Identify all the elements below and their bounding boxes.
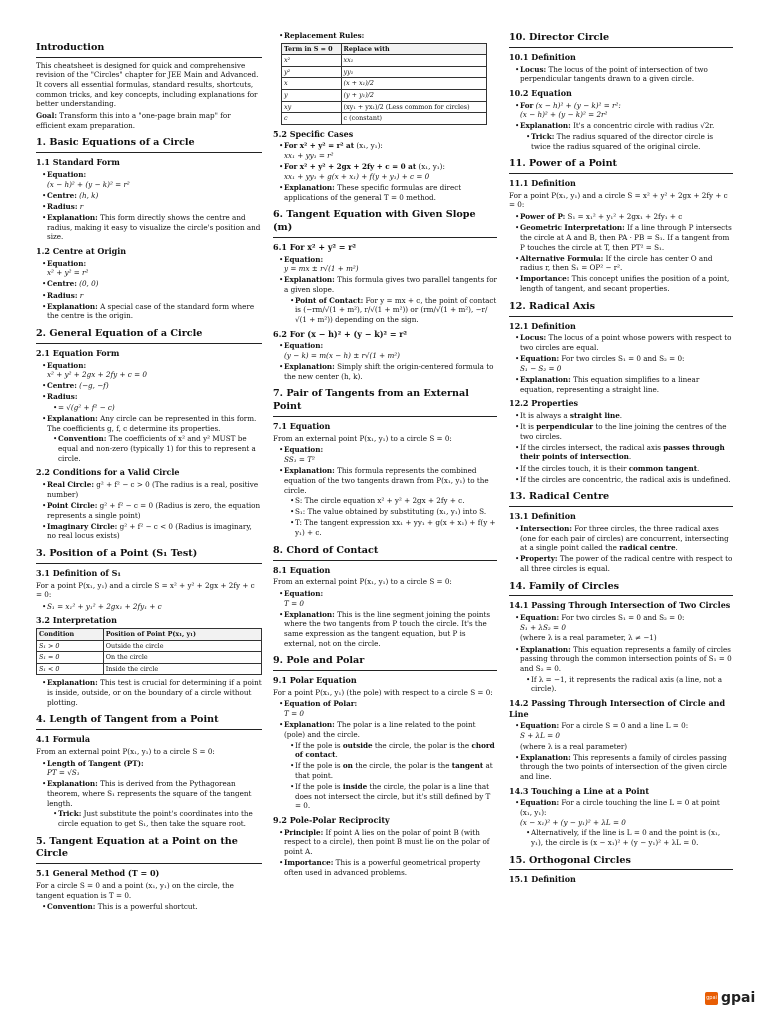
s1-1-heading: 1.1 Standard Form	[36, 157, 120, 168]
s15-1-heading: 15.1 Definition	[509, 874, 576, 885]
list-item: • T: The tangent expression xx₁ + yy₁ + g(x + x₁) + f(y + y₁) + c.	[290, 518, 497, 537]
table-row: x (x + x₁)/2	[282, 78, 487, 90]
list-item: • Importance: This concept unifies the position of a point, length of tangent, and secant properties.	[515, 274, 733, 293]
list-item: • Explanation: This is the line segment joining the points where the two tangents from P touch the circle. It's the same expression as the tangent equation, but P is external, not on the circle.	[279, 610, 497, 649]
list-item: • It is always a straight line.	[515, 411, 733, 421]
s13-title: 13. Radical Centre	[509, 491, 733, 507]
list-item: • Equation: For a circle touching the line L = 0 at point (x₁, y₁): (x − x₁)² + (y − y₁)² + λL = 0 • Alternatively, if the line is L = 0 and the point is (x₁, y₁), the circle is (x − x₁)² + (y − y₁)² + λL = 0.	[515, 798, 733, 847]
equation: • S₁ = x₁² + y₁² + 2gx₁ + 2fy₁ + c	[47, 601, 162, 611]
s4-text: From an external point P(x₁, y₁) to a circle S = 0:	[36, 746, 215, 756]
list-item: • Importance: This is a powerful geometrical property often used in advanced problems.	[279, 858, 497, 877]
s13-list	[509, 524, 733, 574]
s10-1-list	[509, 65, 733, 84]
list-item: • Point Circle: g² + f² − c = 0 (Radius is zero, the equation represents a single point)	[42, 501, 262, 520]
s6-2-list	[273, 341, 497, 381]
list-item: • Convention: The coefficients of x² and y² MUST be equal and non-zero (typically 1) for this to represent a circle.	[53, 434, 262, 463]
s12-1-heading: 12.1 Definition	[509, 320, 576, 331]
column-right	[509, 30, 733, 887]
s10-title: 10. Director Circle	[509, 32, 733, 48]
goal-text: Transform this into a "one-page brain map" for efficient exam preparation.	[36, 111, 231, 130]
list-item: • If the pole is on the circle, the polar is the tangent at that point.	[290, 761, 497, 780]
s10-2-heading: 10.2 Equation	[509, 87, 572, 98]
intro-goal	[36, 111, 262, 130]
table-row: S₁ < 0 Inside the circle	[37, 663, 262, 675]
equation: x² + y² + 2gx + 2fy + c = 0	[47, 370, 147, 380]
equation: S + λL = 0	[520, 730, 561, 740]
list-item: • Alternative Formula: If the circle has center O and radius r, then S₁ = OP² − r².	[515, 254, 733, 273]
s11-title: 11. Power of a Point	[509, 158, 733, 174]
s7-1-heading: 7.1 Equation	[273, 421, 331, 432]
list-item: • Radius: r	[42, 202, 262, 212]
list-item: • Equation: T = 0	[279, 589, 497, 608]
list-item: • Principle: If point A lies on the polar of point B (with respect to a circle), then point B must lie on the polar of point A.	[279, 828, 497, 857]
intro-text: This cheatsheet is designed for quick and comprehensive revision of the "Circles" chapter for JEE Main and Advanced. It covers all essential formulas, standard results, shortcuts, common tricks, and key concepts, including explanations for better understanding.	[36, 60, 259, 109]
table-row: xy (xy₁ + yx₁)/2 (Less common for circles)	[282, 101, 487, 113]
equation: SS₁ = T²	[284, 455, 315, 465]
list-item: • Imaginary Circle: g² + f² − c < 0 (Radius is imaginary, no real locus exists)	[42, 522, 262, 541]
list-item: • Equation: SS₁ = T²	[279, 445, 497, 464]
list-item: • If the pole is inside the circle, the polar is a line that does not intersect the circle, but it's still defined by T = 0.	[290, 782, 497, 811]
list-item: • If the pole is outside the circle, the polar is the chord of contact.	[290, 741, 497, 760]
s2-1-heading: 2.1 Equation Form	[36, 347, 120, 358]
table-row: y² yy₁	[282, 66, 487, 78]
list-item	[42, 602, 262, 612]
table-header: Condition	[37, 629, 104, 641]
s3-1-heading: 3.1 Definition of S₁	[36, 567, 121, 578]
s9-2-heading: 9.2 Pole-Polar Reciprocity	[273, 815, 390, 826]
s4-1-heading: 4.1 Formula	[36, 734, 90, 745]
s7-list	[273, 445, 497, 537]
s9-text: For a point P(x₁, y₁) (the pole) with respect to a circle S = 0:	[273, 687, 493, 697]
list-item: • Explanation: This is derived from the Pythagorean theorem, where S₁ represents the square of the tangent length. • Trick: Just substitute the point's coordinates into the circle equation to get S₁, then take the square root.	[42, 779, 262, 828]
table-header: Term in S = 0	[282, 43, 342, 55]
s14-3-list	[509, 798, 733, 847]
list-item: • Centre: (h, k)	[42, 191, 262, 201]
list-item: • Locus: The locus of a point whose powers with respect to two circles are equal.	[515, 333, 733, 352]
list-item: • Centre: (0, 0)	[42, 279, 262, 289]
list-item: • For x² + y² = r² at (x₁, y₁): xx₁ + yy₁ = r²	[279, 141, 497, 160]
list-item: • Alternatively, if the line is L = 0 and the point is (x₁, y₁), the circle is (x − x₁)² + (y − y₁)² + λL = 0.	[526, 828, 733, 847]
s8-title: 8. Chord of Contact	[273, 545, 497, 561]
table-row: S₁ = 0 On the circle	[37, 652, 262, 664]
list-item: • Explanation: The polar is a line related to the point (pole) and the circle. • If the pole is outside the circle, the polar is the chord of contact. • If the pole is on the circle, the polar is the tangent at that point. • If the pole is inside the circle, the polar is a line that does not intersect the circle, but it's still defined by T = 0.	[279, 720, 497, 811]
s7-text: From an external point P(x₁, y₁) to a circle S = 0:	[273, 433, 452, 443]
s1-2-list	[36, 259, 262, 321]
equation: (x − h)² + (y − k)² = r²	[47, 179, 130, 189]
list-item: • Equation: For two circles S₁ = 0 and S₂ = 0: S₁ + λS₂ = 0 (where λ is a real parameter, λ ≠ −1)	[515, 613, 733, 643]
s14-1-heading: 14.1 Passing Through Intersection of Two Circles	[509, 600, 731, 611]
goal-label: Goal:	[36, 111, 57, 121]
list-item: • Real Circle: g² + f² − c > 0 (The radius is a real, positive number)	[42, 480, 262, 499]
list-item: • Equation: x² + y² + 2gx + 2fy + c = 0	[42, 361, 262, 380]
s14-title: 14. Family of Circles	[509, 581, 733, 597]
list-item: • Explanation: This equation represents a family of circles passing through the common intersection points of S₁ = 0 and S₂ = 0. • If λ = −1, it represents the radical axis (a line, not a circle).	[515, 645, 733, 694]
list-item: • Explanation: This represents a family of circles passing through the two points of intersection of the given circle and line.	[515, 753, 733, 782]
s14-1-list	[509, 613, 733, 694]
s6-1-list	[273, 255, 497, 325]
list-item: • Replacement Rules:	[279, 31, 497, 41]
s5-title: 5. Tangent Equation at a Point on the Circle	[36, 836, 262, 865]
s5-2-heading: 5.2 Specific Cases	[273, 128, 354, 139]
s9-1-list	[273, 699, 497, 811]
s8-text: From an external point P(x₁, y₁) to a circle S = 0:	[273, 577, 452, 587]
s11-list	[509, 212, 733, 294]
list-item: • Explanation: Any circle can be represented in this form. The coefficients g, f, c determine its properties. • Convention: The coefficients of x² and y² MUST be equal and non-zero (typically 1) for this to represent a circle.	[42, 414, 262, 463]
s10-1-heading: 10.1 Definition	[509, 51, 576, 62]
s3-title: 3. Position of a Point (S₁ Test)	[36, 548, 262, 564]
list-item: • If the circles touch, it is their common tangent.	[515, 464, 733, 474]
s3-text: For a point P(x₁, y₁) and a circle S = x² + y² + 2gx + 2fy + c = 0:	[36, 580, 255, 600]
s5-text: For a circle S = 0 and a point (x₁, y₁) on the circle, the tangent equation is T = 0.	[36, 881, 234, 900]
list-item: • Explanation: It's a concentric circle with radius √2r. • Trick: The radius squared of the director circle is twice the radius squared of the original circle.	[515, 121, 733, 151]
list-item: • It is perpendicular to the line joining the centres of the two circles.	[515, 422, 733, 441]
table-header: Replace with	[341, 43, 487, 55]
list-item: • Length of Tangent (PT): PT = √S₁	[42, 759, 262, 778]
list-item: • For (x − h)² + (y − k)² = r²: (x − h)² + (y − k)² = 2r²	[515, 101, 733, 120]
brand-name: gpai	[721, 990, 756, 1006]
s9-2-list	[273, 828, 497, 878]
s3-2-heading: 3.2 Interpretation	[36, 615, 117, 626]
table-row: y (y + y₁)/2	[282, 89, 487, 101]
s8-list	[273, 589, 497, 648]
s11-text: For a point P(x₁, y₁) and a circle S = x² + y² + 2gx + 2fy + c = 0:	[509, 190, 728, 210]
table-row: c c (constant)	[282, 113, 487, 125]
equation: S₁ + λS₂ = 0	[520, 622, 566, 632]
s12-1-list	[509, 333, 733, 394]
list-item: • Explanation: This formula gives two parallel tangents for a given slope. • Point of Contact: For y = mx + c, the point of contact is (−rm/√(1 + m²), r/√(1 + m²)) or (rm/√(1 + m²), −r/√(1 + m²)) depending on the sign.	[279, 275, 497, 324]
s1-title: 1. Basic Equations of a Circle	[36, 137, 262, 153]
list-item: • For x² + y² + 2gx + 2fy + c = 0 at (x₁, y₁): xx₁ + yy₁ + g(x + x₁) + f(y + y₁) + c = 0	[279, 162, 497, 181]
s6-1-heading: 6.1 For x² + y² = r²	[273, 241, 356, 252]
list-item: • Property: The power of the radical centre with respect to all three circles is equal.	[515, 554, 733, 573]
s5-2-list	[273, 141, 497, 202]
s14-2-list	[509, 721, 733, 781]
list-item: • Power of P: S₁ = x₁² + y₁² + 2gx₁ + 2fy₁ + c	[515, 212, 733, 222]
s1-2-heading: 1.2 Centre at Origin	[36, 245, 127, 256]
list-item: • Trick: The radius squared of the director circle is twice the radius squared of the original circle.	[526, 132, 733, 151]
list-item: • Geometric Interpretation: If a line through P intersects the circle at A and B, then PA · PB = S₁. If a tangent from P touches the circle at T, then PT² = S₁.	[515, 223, 733, 252]
s11-1-heading: 11.1 Definition	[509, 178, 576, 189]
s6-2-heading: 6.2 For (x − h)² + (y − k)² = r²	[273, 328, 408, 339]
list-item: • Equation: For two circles S₁ = 0 and S₂ = 0: S₁ − S₂ = 0	[515, 354, 733, 373]
list-item: • Trick: Just substitute the point's coordinates into the circle equation to get S₁, then take the square root.	[53, 809, 262, 828]
s14-3-heading: 14.3 Touching a Line at a Point	[509, 785, 650, 796]
list-item: • If λ = −1, it represents the radical axis (a line, not a circle).	[526, 675, 733, 694]
table-header: Position of Point P(x₁, y₁)	[103, 629, 261, 641]
list-item: • Explanation: This form directly shows the centre and radius, making it easy to visualize the circle's position and size.	[42, 213, 262, 242]
s2-1-list	[36, 361, 262, 464]
list-item: • Explanation: These specific formulas are direct applications of the general T = 0 method.	[279, 183, 497, 202]
list-item: • Explanation: This equation simplifies to a linear equation, representing a straight line.	[515, 375, 733, 394]
s12-2-heading: 12.2 Properties	[509, 398, 579, 409]
list-item: • Radius: • = √(g² + f² − c)	[42, 392, 262, 412]
s8-1-heading: 8.1 Equation	[273, 564, 331, 575]
s14-2-heading: 14.2 Passing Through Intersection of Circle and Line	[509, 697, 726, 719]
list-item: • Point of Contact: For y = mx + c, the point of contact is (−rm/√(1 + m²), r/√(1 + m²)) or (rm/√(1 + m²), −r/√(1 + m²)) depending on the sign.	[290, 296, 497, 325]
s15-title: 15. Orthogonal Circles	[509, 855, 733, 871]
equation: (y − k) = m(x − h) ± r√(1 + m²)	[284, 351, 400, 360]
equation: S₁ − S₂ = 0	[520, 363, 562, 373]
equation: T = 0	[284, 598, 304, 608]
equation: xx₁ + yy₁ = r²	[284, 151, 334, 161]
s5-1-heading: 5.1 General Method (T = 0)	[36, 868, 160, 879]
list-item: • Locus: The locus of the point of intersection of two perpendicular tangents drawn to a given circle.	[515, 65, 733, 84]
list-item: • Convention: This is a powerful shortcut.	[42, 902, 262, 912]
list-item: • Equation: (x − h)² + (y − k)² = r²	[42, 170, 262, 189]
list-item: • Equation: (y − k) = m(x − h) ± r√(1 + m²)	[279, 341, 497, 360]
s5-repl-list	[273, 31, 497, 41]
list-item: • Intersection: For three circles, the three radical axes (one for each pair of circles) are concurrent, intersecting at a single point called the radical centre.	[515, 524, 733, 553]
s5-1-list	[36, 902, 262, 912]
equation: x² + y² = r²	[47, 268, 89, 278]
s4-list	[36, 759, 262, 829]
intro-title: Introduction	[36, 42, 262, 58]
list-item: • Explanation: This test is crucial for determining if a point is inside, outside, or on the boundary of a circle without plotting.	[42, 678, 262, 707]
list-item: • If the circles are concentric, the radical axis is undefined.	[515, 475, 733, 485]
s9-title: 9. Pole and Polar	[273, 655, 497, 671]
s2-title: 2. General Equation of a Circle	[36, 328, 262, 344]
s1-interpretation-table	[36, 628, 262, 675]
s7-title: 7. Pair of Tangents from an External Point	[273, 388, 497, 417]
s12-title: 12. Radical Axis	[509, 301, 733, 317]
list-item: • Radius: r	[42, 291, 262, 301]
list-item: • = √(g² + f² − c)	[53, 403, 262, 413]
gpai-logo-icon: gpai	[705, 992, 718, 1005]
list-item: • Equation: x² + y² = r²	[42, 259, 262, 278]
s2-2-heading: 2.2 Conditions for a Valid Circle	[36, 467, 180, 478]
list-item: • Explanation: This formula represents the combined equation of the two tangents drawn from P(x₁, y₁) to the circle. • S: The circle equation x² + y² + 2gx + 2fy + c. • S₁: The value obtained by substituting (x₁, y₁) into S. • T: The tangent expression xx₁ + yy₁ + g(x + x₁) + f(y + y₁) + c.	[279, 466, 497, 537]
list-item: • S: The circle equation x² + y² + 2gx + 2fy + c.	[290, 496, 497, 506]
equation: T = 0	[284, 709, 304, 719]
column-left	[36, 30, 262, 913]
list-item: • Equation of Polar: T = 0	[279, 699, 497, 718]
table-row: x² xx₁	[282, 55, 487, 67]
equation: (x − x₁)² + (y − y₁)² + λL = 0	[520, 817, 626, 827]
s9-1-heading: 9.1 Polar Equation	[273, 675, 357, 686]
s12-2-list	[509, 411, 733, 484]
list-item: • If the circles intersect, the radical axis passes through their points of intersection.	[515, 443, 733, 462]
s1-1-list	[36, 170, 262, 242]
s10-2-list	[509, 101, 733, 152]
list-item: • Centre: (−g, −f)	[42, 381, 262, 391]
s6-title: 6. Tangent Equation with Given Slope (m)	[273, 209, 497, 238]
equation: y = mx ± r√(1 + m²)	[284, 264, 359, 274]
s2-2-list	[36, 480, 262, 541]
list-item: • Explanation: A special case of the standard form where the centre is the origin.	[42, 302, 262, 321]
list-item: • Explanation: Simply shift the origin-centered formula to the new center (h, k).	[279, 362, 497, 381]
s3-2-list	[36, 678, 262, 707]
s4-title: 4. Length of Tangent from a Point	[36, 714, 262, 730]
s3-1-list	[36, 602, 262, 612]
list-item: • S₁: The value obtained by substituting (x₁, y₁) into S.	[290, 507, 497, 517]
equation: xx₁ + yy₁ + g(x + x₁) + f(y + y₁) + c = 0	[284, 171, 430, 181]
equation: PT = √S₁	[47, 768, 80, 778]
column-middle	[273, 30, 497, 879]
list-item: • Equation: For a circle S = 0 and a line L = 0: S + λL = 0 (where λ is a real parameter)	[515, 721, 733, 751]
table-row: S₁ > 0 Outside the circle	[37, 640, 262, 652]
list-item: • Equation: y = mx ± r√(1 + m²)	[279, 255, 497, 274]
brand-logo	[705, 990, 755, 1006]
equation: (x − h)² + (y − k)² = 2r²	[520, 110, 608, 120]
replacement-rules-table	[281, 43, 487, 125]
s13-1-heading: 13.1 Definition	[509, 511, 576, 522]
